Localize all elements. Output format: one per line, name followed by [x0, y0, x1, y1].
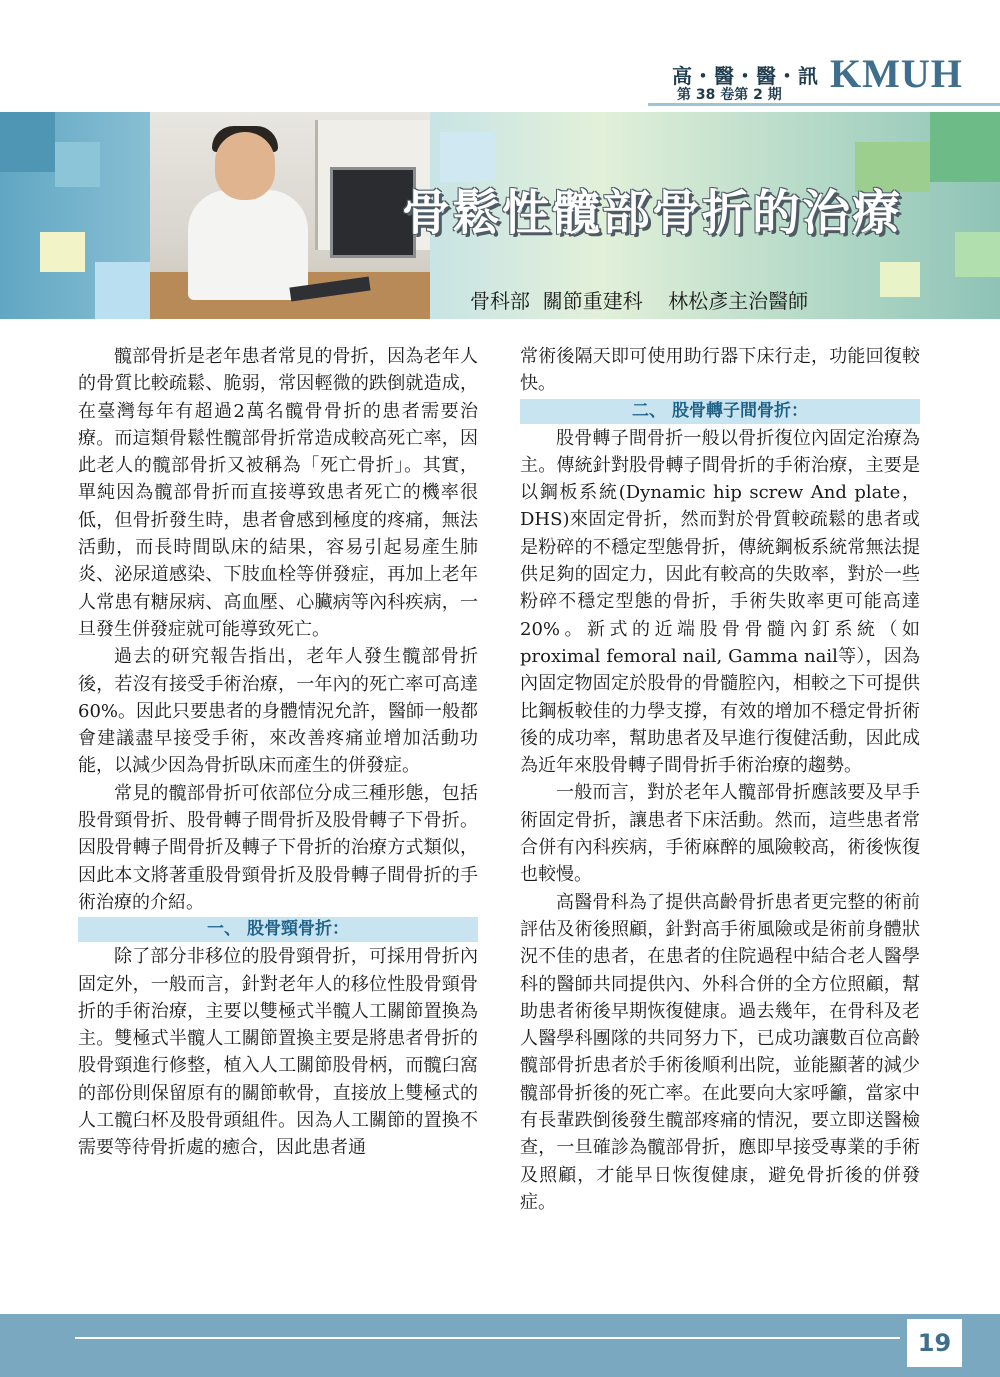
- issue-number: 第 38 卷第 2 期: [677, 87, 782, 103]
- paragraph: 除了部分非移位的股骨頸骨折，可採用骨折內固定外，一般而言，針對老年人的移位性股骨頸骨折的手術治療，主要以雙極式半髖人工關節置換為主。雙極式半髖人工關節置換主要是將患者骨折的股骨頸進行修整，植入人工關節股骨柄，而髖臼窩的部份則保留原有的關節軟骨，直接放上雙極式的人工髖臼杯及股骨頭組件。因為人工關節的置換不需要等待骨折處的癒合，因此患者通: [78, 946, 478, 1159]
- paragraph: 一般而言，對於老年人髖部骨折應該要及早手術固定骨折，讓患者下床活動。然而，這些患者常合併有內科疾病，手術麻醉的風險較高，術後恢復也較慢。: [520, 782, 920, 886]
- photo-face: [215, 132, 275, 200]
- decor-square: [880, 262, 920, 297]
- author-byline: 骨科部 關節重建科 林松彥主治醫師: [470, 289, 809, 313]
- page-footer: [0, 1314, 1000, 1377]
- decor-square: [40, 232, 85, 272]
- magazine-title: 高・醫・醫・訊: [672, 64, 819, 88]
- doctor-photo: [150, 112, 430, 319]
- article-banner: [0, 112, 1000, 319]
- decor-square: [55, 142, 100, 187]
- kmuh-logo: KMUH: [830, 51, 963, 96]
- footer-rule: [75, 1337, 900, 1339]
- article-title: 骨鬆性髖部骨折的治療: [402, 185, 903, 241]
- masthead: [0, 0, 1000, 112]
- decor-square: [95, 262, 150, 319]
- decor-square: [930, 112, 1000, 182]
- section-heading: 二、 股骨轉子間骨折：: [520, 399, 920, 424]
- decor-square: [955, 232, 1000, 277]
- masthead-rule: [648, 103, 1000, 106]
- paragraph: 過去的研究報告指出，老年人發生髖部骨折後，若沒有接受手術治療，一年內的死亡率可高達60%。因此只要患者的身體情況允許，醫師一般都會建議盡早接受手術，來改善疼痛並增加活動功能，以減少因為骨折臥床而產生的併發症。: [78, 646, 479, 777]
- photo-white-coat: [188, 190, 308, 300]
- left-column: [78, 343, 478, 1162]
- paragraph: 髖部骨折是老年患者常見的骨折，因為老年人的骨質比較疏鬆、脆弱，常因輕微的跌倒就造成，在臺灣每年有超過2萬名髖骨骨折的患者需要治療。而這類骨鬆性髖部骨折常造成較高死亡率，因此老人的髖部骨折又被稱為「死亡骨折」。其實，單純因為髖部骨折而直接導致患者死亡的機率很低，但骨折發生時，患者會感到極度的疼痛，無法活動，而長時間臥床的結果，容易引起易產生肺炎、泌尿道感染、下肢血栓等併發症，再加上老年人常患有糖尿病、高血壓、心臟病等內科疾病，一旦發生併發症就可能導致死亡。: [78, 346, 478, 640]
- decor-square: [0, 112, 55, 172]
- paragraph: 股骨轉子間骨折一般以骨折復位內固定治療為主。傳統針對股骨轉子間骨折的手術治療，主要是以鋼板系統(Dynamic hip screw And plate，DHS)來固定骨折，然而對於骨質較疏鬆的患者或是粉碎的不穩定型態骨折，傳統鋼板系統常無法提供足夠的固定力，因此有較高的失敗率，對於一些粉碎不穩定型態的骨折，手術失敗率更可能高達20%。新式的近端股骨骨髓內釘系統（如proximal femoral nail, Gamma nail等），因為內固定物固定於股骨的骨髓腔內，相較之下可提供比鋼板較佳的力學支撐，有效的增加不穩定骨折術後的成功率，幫助患者及早進行復健活動，因此成為近年來股骨轉子間骨折手術治療的趨勢。: [520, 427, 920, 777]
- paragraph: 高醫骨科為了提供高齡骨折患者更完整的術前評估及術後照顧，針對高手術風險或是術前身體狀況不佳的患者，在患者的住院過程中結合老人醫學科的醫師共同提供內、外科合併的全方位照顧，幫助患者術後早期恢復健康。過去幾年，在骨科及老人醫學科團隊的共同努力下，已成功讓數百位高齡髖部骨折患者於手術後順利出院，並能顯著的減少髖部骨折後的死亡率。在此要向大家呼籲，當家中有長輩跌倒後發生髖部疼痛的情況，要立即送醫檢查，一旦確診為髖部骨折，應即早接受專業的手術及照顧，才能早日恢復健康，避免骨折後的併發症。: [520, 891, 920, 1213]
- right-column: [520, 343, 920, 1216]
- section-heading: 一、 股骨頸骨折：: [78, 917, 478, 942]
- paragraph-continued: 常術後隔天即可使用助行器下床行走，功能回復較快。: [520, 346, 920, 395]
- page-number: 19: [907, 1319, 962, 1367]
- paragraph: 常見的髖部骨折可依部位分成三種形態，包括股骨頸骨折、股骨轉子間骨折及股骨轉子下骨折。因股骨轉子間骨折及轉子下骨折的治療方式類似，因此本文將著重股骨頸骨折及股骨轉子間骨折的手術治療的介紹。: [78, 782, 478, 913]
